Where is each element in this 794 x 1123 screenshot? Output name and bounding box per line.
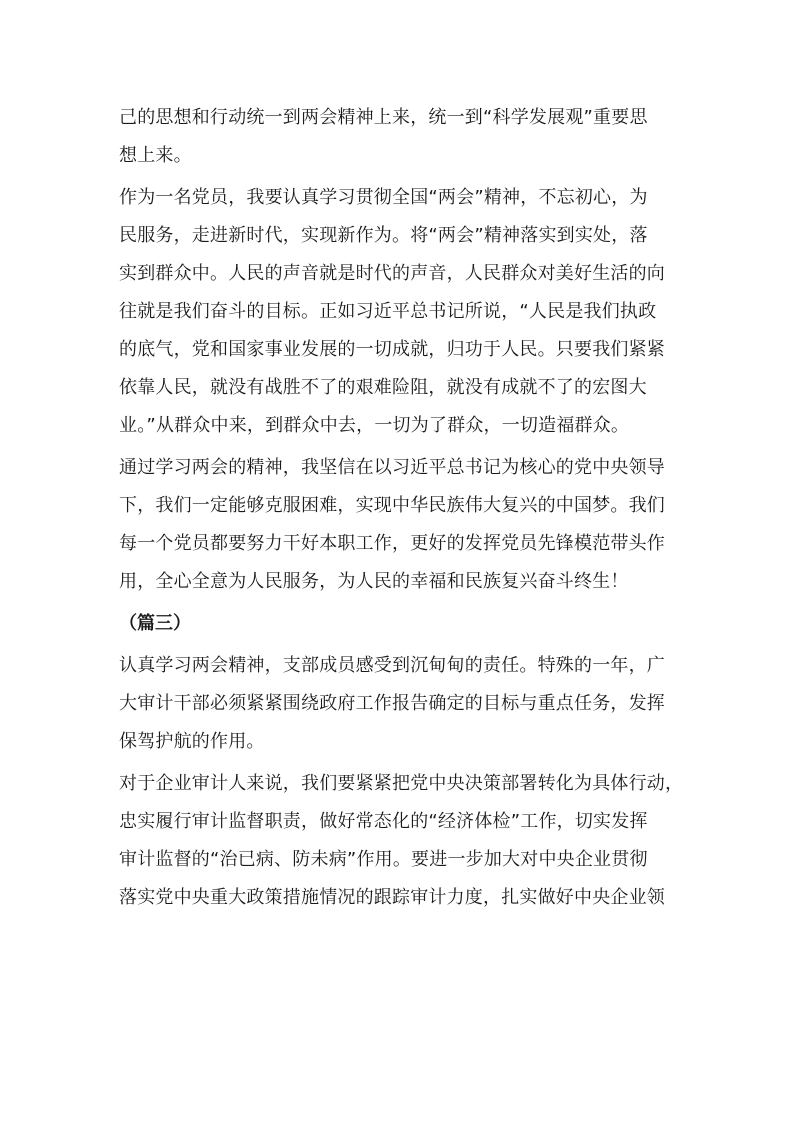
text-line: 认真学习两会精神，支部成员感受到沉甸甸的责任。特殊的一年，广 (119, 655, 665, 676)
text-line: 通过学习两会的精神，我坚信在以习近平总书记为核心的党中央领导 (119, 457, 665, 478)
text-line: 用，全心全意为人民服务，为人民的幸福和民族复兴奋斗终生！ (119, 571, 629, 592)
document-page (119, 99, 683, 917)
text-line: 想上来。 (119, 145, 192, 166)
text-line: 往就是我们奋斗的目标。正如习近平总书记所说，“人民是我们执政 (119, 301, 657, 322)
text-line: 作为一名党员，我要认真学习贯彻全国“两会”精神，不忘初心，为 (119, 187, 648, 208)
text-line: 每一个党员都要努力干好本职工作，更好的发挥党员先锋模范带头作 (119, 533, 665, 554)
text-line: 业。”从群众中来，到群众中去，一切为了群众，一切造福群众。 (119, 415, 630, 436)
paragraph-2 (119, 179, 683, 445)
text-line: 对于企业审计人来说，我们要紧紧把党中央决策部署转化为具体行动， (119, 773, 684, 794)
paragraph-1 (119, 99, 683, 175)
paragraph-5 (119, 765, 683, 917)
paragraph-4 (119, 647, 683, 761)
text-line: 大审计干部必须紧紧围绕政府工作报告确定的目标与重点任务，发挥 (119, 693, 665, 714)
text-line: 审计监督的“治已病、防未病”作用。要进一步加大对中央企业贯彻 (119, 849, 648, 870)
text-line: 实到群众中。人民的声音就是时代的声音，人民群众对美好生活的向 (119, 263, 665, 284)
text-line: 的底气，党和国家事业发展的一切成就，归功于人民。只要我们紧紧 (119, 339, 665, 360)
paragraph-3 (119, 449, 683, 601)
text-line: 下，我们一定能够克服困难，实现中华民族伟大复兴的中国梦。我们 (119, 495, 665, 516)
text-line: 民服务，走进新时代，实现新作为。将“两会”精神落实到实处，落 (119, 225, 648, 246)
text-line: 依靠人民，就没有战胜不了的艰难险阻，就没有成就不了的宏图大 (119, 377, 647, 398)
text-line: 忠实履行审计监督职责，做好常态化的“经济体检”工作，切实发挥 (119, 811, 648, 832)
section-heading: （篇三） (119, 613, 191, 634)
text-line: 落实党中央重大政策措施情况的跟踪审计力度，扎实做好中央企业领 (119, 887, 665, 908)
text-line: 己的思想和行动统一到两会精神上来，统一到“科学发展观”重要思 (119, 107, 648, 128)
text-line: 保驾护航的作用。 (119, 731, 265, 752)
